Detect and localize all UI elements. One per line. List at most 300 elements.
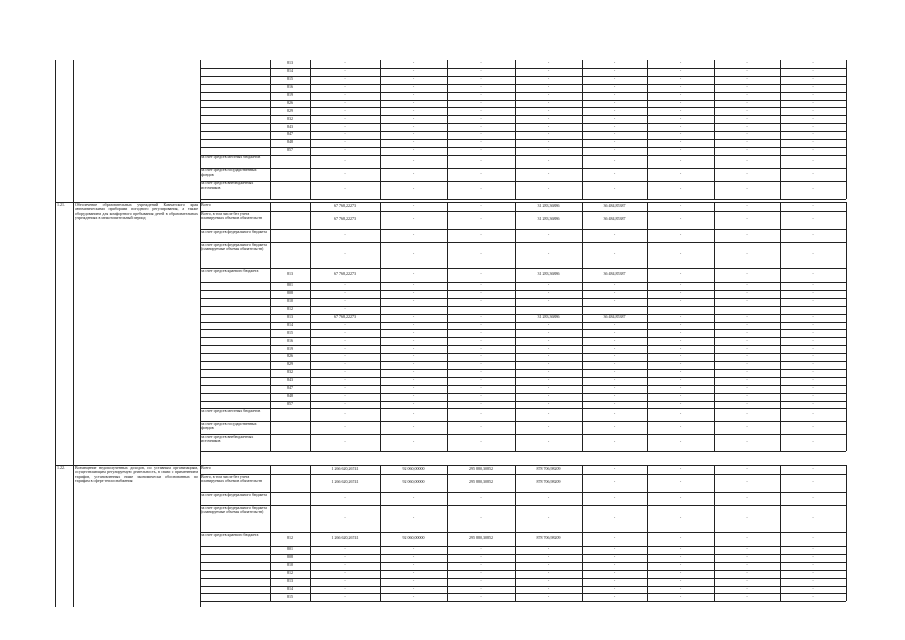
- budget-code: 814: [287, 586, 293, 591]
- funding-source: за счет средств внебюджетных источников: [201, 434, 254, 444]
- amount-cell: -: [480, 495, 482, 500]
- budget-code: 815: [287, 77, 293, 82]
- amount-cell: -: [344, 85, 346, 89]
- amount-cell: -: [412, 386, 415, 390]
- amount-cell: -: [412, 346, 415, 351]
- amount-cell: -: [812, 283, 814, 288]
- amount-cell: -: [613, 132, 616, 137]
- budget-code: 832: [287, 116, 293, 121]
- amount-cell: -: [412, 354, 415, 359]
- amount-cell: -: [412, 272, 415, 277]
- amount-cell: -: [679, 299, 682, 304]
- amount-cell: -: [812, 217, 814, 222]
- funding-source: за счет средств федерального бюджета (планируемые объемы обязательств): [201, 505, 267, 514]
- funding-source: за счет средств местных бюджетов: [201, 408, 261, 413]
- amount-cell: -: [613, 586, 616, 591]
- amount-cell: -: [480, 370, 482, 375]
- amount-cell: -: [547, 69, 550, 74]
- amount-cell: -: [613, 252, 616, 257]
- amount-cell: -: [613, 124, 616, 129]
- amount-cell: -: [412, 338, 415, 343]
- amount-cell: -: [344, 386, 346, 390]
- amount-cell: 878 706,98209: [536, 480, 561, 485]
- funding-source: за счет средств федерального бюджета (планируемые объемы обязательств): [201, 242, 267, 251]
- amount-cell: 295 880,30852: [469, 480, 493, 485]
- amount-cell: -: [812, 140, 814, 145]
- row-rule: [200, 421, 846, 422]
- amount-cell: -: [344, 307, 346, 311]
- amount-cell: -: [613, 563, 616, 568]
- amount-cell: -: [480, 386, 482, 390]
- amount-cell: -: [812, 386, 814, 390]
- amount-cell: -: [480, 571, 482, 575]
- amount-cell: -: [547, 586, 550, 591]
- amount-cell: -: [344, 124, 346, 129]
- amount-cell: -: [613, 425, 616, 430]
- amount-cell: -: [480, 148, 482, 153]
- row-rule: [200, 451, 846, 452]
- budget-code: 819: [287, 92, 293, 97]
- amount-cell: -: [344, 69, 346, 74]
- amount-cell: -: [547, 412, 550, 417]
- amount-cell: 67 768,22273: [334, 272, 356, 277]
- amount-cell: -: [613, 412, 616, 417]
- amount-cell: -: [746, 299, 748, 304]
- budget-code: 829: [287, 108, 293, 113]
- amount-cell: -: [412, 425, 415, 430]
- amount-cell: -: [746, 108, 748, 113]
- amount-cell: -: [679, 571, 682, 575]
- budget-code: 826: [287, 100, 293, 105]
- amount-cell: 92 060,00000: [402, 536, 425, 541]
- amount-cell: -: [547, 401, 550, 406]
- budget-code: 812: [287, 536, 293, 541]
- amount-cell: -: [812, 171, 814, 176]
- amount-cell: -: [812, 571, 814, 575]
- amount-cell: -: [480, 314, 482, 319]
- amount-cell: -: [746, 171, 748, 176]
- amount-cell: -: [812, 563, 814, 568]
- amount-cell: -: [746, 85, 748, 89]
- amount-cell: -: [746, 187, 748, 192]
- amount-cell: -: [746, 314, 748, 319]
- amount-cell: -: [746, 140, 748, 145]
- budget-code: 819: [287, 346, 293, 351]
- amount-cell: -: [679, 140, 682, 145]
- amount-cell: -: [480, 378, 482, 383]
- amount-cell: -: [746, 158, 748, 163]
- amount-cell: -: [812, 393, 814, 398]
- amount-cell: -: [344, 412, 346, 417]
- amount-cell: -: [679, 425, 682, 430]
- budget-code: 832: [287, 370, 293, 375]
- amount-cell: -: [344, 92, 346, 97]
- amount-cell: -: [613, 480, 616, 485]
- amount-cell: -: [412, 187, 415, 192]
- amount-cell: -: [812, 586, 814, 591]
- amount-cell: 31 283,36886: [537, 203, 560, 208]
- amount-cell: -: [679, 61, 682, 66]
- amount-cell: -: [412, 203, 415, 208]
- amount-cell: -: [746, 440, 748, 445]
- amount-cell: -: [746, 563, 748, 568]
- amount-cell: -: [480, 124, 482, 129]
- column-rule: [846, 60, 847, 199]
- amount-cell: -: [679, 272, 682, 277]
- amount-cell: -: [480, 61, 482, 66]
- amount-cell: -: [613, 536, 616, 541]
- amount-cell: -: [547, 346, 550, 351]
- amount-cell: -: [613, 330, 616, 335]
- amount-cell: -: [746, 132, 748, 137]
- amount-cell: -: [812, 425, 814, 430]
- amount-cell: -: [344, 515, 346, 520]
- amount-cell: -: [812, 594, 814, 599]
- amount-cell: -: [679, 466, 682, 471]
- amount-cell: -: [679, 92, 682, 97]
- amount-cell: -: [480, 346, 482, 351]
- amount-cell: -: [746, 393, 748, 398]
- amount-cell: -: [547, 124, 550, 129]
- amount-cell: -: [480, 338, 482, 343]
- amount-cell: -: [412, 555, 415, 560]
- funding-source: за счет средств местных бюджетов: [201, 155, 261, 160]
- amount-cell: -: [746, 378, 748, 383]
- amount-cell: -: [412, 61, 415, 66]
- amount-cell: -: [613, 100, 616, 105]
- row-rule: [200, 155, 846, 156]
- amount-cell: -: [613, 108, 616, 113]
- measure-name: Возмещение недополученных доходов, по уставным организациям, осуществляющим регулируемую деятельность, в связи с применением тарифов, установленных ниже экономически обоснованных по тарифам в сфере теплоснабжения: [75, 466, 198, 483]
- amount-cell: -: [746, 536, 748, 541]
- amount-cell: -: [480, 354, 482, 359]
- amount-cell: -: [746, 354, 748, 359]
- budget-code: 814: [287, 322, 293, 327]
- amount-cell: -: [613, 61, 616, 66]
- budget-code: 812: [287, 571, 293, 575]
- column-rule: [200, 60, 201, 607]
- amount-cell: -: [547, 563, 550, 568]
- amount-cell: -: [412, 401, 415, 406]
- amount-cell: -: [679, 495, 682, 500]
- amount-cell: -: [746, 100, 748, 105]
- amount-cell: -: [344, 495, 346, 500]
- amount-cell: -: [812, 124, 814, 129]
- amount-cell: -: [746, 412, 748, 417]
- column-rule: [55, 60, 56, 607]
- amount-cell: -: [547, 100, 550, 105]
- amount-cell: -: [746, 515, 748, 520]
- amount-cell: -: [344, 563, 346, 568]
- amount-cell: -: [812, 299, 814, 304]
- amount-cell: -: [547, 354, 550, 359]
- amount-cell: -: [746, 232, 748, 237]
- amount-cell: -: [679, 283, 682, 288]
- amount-cell: -: [547, 594, 550, 599]
- amount-cell: -: [613, 92, 616, 97]
- amount-cell: -: [344, 338, 346, 343]
- row-rule: [200, 211, 846, 212]
- amount-cell: -: [746, 69, 748, 74]
- amount-cell: 92 060,00000: [402, 466, 425, 471]
- amount-cell: -: [679, 555, 682, 560]
- amount-cell: -: [480, 362, 482, 367]
- amount-cell: -: [480, 203, 482, 208]
- amount-cell: -: [547, 252, 550, 257]
- budget-code: 843: [287, 124, 293, 129]
- column-rule: [846, 202, 847, 451]
- amount-cell: -: [679, 362, 682, 367]
- amount-cell: -: [344, 586, 346, 591]
- amount-cell: -: [679, 187, 682, 192]
- amount-cell: -: [679, 148, 682, 153]
- amount-cell: -: [746, 330, 748, 335]
- amount-cell: -: [480, 393, 482, 398]
- amount-cell: -: [679, 322, 682, 327]
- amount-cell: -: [344, 140, 346, 145]
- amount-cell: -: [480, 92, 482, 97]
- amount-cell: -: [344, 378, 346, 383]
- row-rule: [200, 492, 846, 493]
- amount-cell: -: [746, 61, 748, 66]
- amount-cell: -: [613, 466, 616, 471]
- amount-cell: -: [679, 412, 682, 417]
- amount-cell: -: [344, 425, 346, 430]
- row-rule: [200, 199, 846, 200]
- funding-source: за счет средств внебюджетных источников: [201, 181, 254, 190]
- amount-cell: -: [412, 92, 415, 97]
- amount-cell: -: [547, 393, 550, 398]
- amount-cell: -: [480, 272, 482, 277]
- amount-cell: -: [746, 291, 748, 296]
- amount-cell: -: [547, 132, 550, 137]
- row-number: 1.22.: [57, 466, 65, 470]
- funding-source: за счет средств государственных фондов: [201, 168, 257, 177]
- amount-cell: -: [679, 203, 682, 208]
- row-rule: [200, 268, 846, 269]
- budget-code: 801: [287, 547, 293, 552]
- amount-cell: -: [480, 594, 482, 599]
- amount-cell: -: [746, 586, 748, 591]
- amount-cell: -: [480, 217, 482, 222]
- amount-cell: -: [812, 515, 814, 520]
- amount-cell: -: [746, 252, 748, 257]
- amount-cell: -: [679, 69, 682, 74]
- row-rule: [200, 434, 846, 435]
- amount-cell: -: [679, 586, 682, 591]
- amount-cell: -: [679, 314, 682, 319]
- amount-cell: -: [412, 69, 415, 74]
- amount-cell: -: [679, 171, 682, 176]
- amount-cell: -: [812, 69, 814, 74]
- amount-cell: -: [480, 440, 482, 445]
- amount-cell: -: [613, 283, 616, 288]
- amount-cell: -: [679, 480, 682, 485]
- amount-cell: -: [344, 555, 346, 560]
- amount-cell: -: [812, 92, 814, 97]
- amount-cell: 31 283,36886: [537, 272, 560, 277]
- amount-cell: -: [412, 108, 415, 113]
- amount-cell: -: [613, 440, 616, 445]
- amount-cell: -: [344, 108, 346, 113]
- amount-cell: -: [613, 555, 616, 560]
- amount-cell: -: [746, 466, 748, 471]
- amount-cell: -: [613, 370, 616, 375]
- amount-cell: -: [812, 346, 814, 351]
- amount-cell: -: [412, 299, 415, 304]
- budget-code: 816: [287, 338, 293, 343]
- budget-code: 801: [287, 283, 293, 288]
- amount-cell: 295 880,30852: [469, 466, 493, 471]
- amount-cell: -: [746, 555, 748, 560]
- amount-cell: -: [679, 370, 682, 375]
- amount-cell: -: [547, 85, 550, 89]
- amount-cell: -: [812, 536, 814, 541]
- amount-cell: -: [746, 77, 748, 82]
- amount-cell: -: [547, 370, 550, 375]
- budget-code: 829: [287, 362, 293, 367]
- budget-code: 813: [287, 61, 293, 66]
- amount-cell: 92 060,00000: [402, 480, 425, 485]
- amount-cell: -: [613, 232, 616, 237]
- amount-cell: -: [679, 132, 682, 137]
- funding-source: Всего, в том числе без учета планируемых объемов обязательств: [201, 474, 263, 483]
- amount-cell: -: [613, 378, 616, 383]
- amount-cell: -: [547, 171, 550, 176]
- amount-cell: -: [679, 563, 682, 568]
- amount-cell: -: [480, 578, 482, 583]
- amount-cell: -: [812, 61, 814, 66]
- budget-code: 814: [287, 69, 293, 74]
- funding-source: за счет средств государственных фондов: [201, 421, 257, 431]
- amount-cell: -: [344, 299, 346, 304]
- amount-cell: 878 706,98209: [536, 536, 561, 541]
- funding-source: за счет средств федерального бюджета: [201, 492, 267, 497]
- amount-cell: -: [547, 61, 550, 66]
- amount-cell: -: [547, 338, 550, 343]
- amount-cell: -: [547, 555, 550, 560]
- amount-cell: -: [812, 330, 814, 335]
- amount-cell: -: [812, 362, 814, 367]
- amount-cell: -: [412, 148, 415, 153]
- amount-cell: -: [412, 132, 415, 137]
- amount-cell: -: [812, 252, 814, 257]
- amount-cell: -: [812, 187, 814, 192]
- amount-cell: -: [613, 140, 616, 145]
- amount-cell: -: [613, 69, 616, 74]
- budget-code: 813: [287, 578, 293, 583]
- amount-cell: -: [613, 386, 616, 390]
- amount-cell: -: [480, 69, 482, 74]
- amount-cell: -: [412, 283, 415, 288]
- amount-cell: -: [812, 132, 814, 137]
- amount-cell: -: [412, 314, 415, 319]
- amount-cell: -: [812, 480, 814, 485]
- amount-cell: -: [746, 362, 748, 367]
- amount-cell: -: [344, 232, 346, 237]
- amount-cell: -: [746, 116, 748, 121]
- amount-cell: -: [746, 594, 748, 599]
- amount-cell: -: [679, 217, 682, 222]
- amount-cell: -: [412, 578, 415, 583]
- amount-cell: -: [812, 440, 814, 445]
- amount-cell: -: [480, 132, 482, 137]
- amount-cell: -: [547, 378, 550, 383]
- amount-cell: -: [679, 100, 682, 105]
- amount-cell: -: [344, 370, 346, 375]
- amount-cell: -: [480, 140, 482, 145]
- amount-cell: -: [480, 412, 482, 417]
- amount-cell: -: [746, 322, 748, 327]
- amount-cell: -: [480, 547, 482, 552]
- amount-cell: -: [613, 354, 616, 359]
- budget-code: 847: [287, 386, 293, 390]
- amount-cell: -: [679, 515, 682, 520]
- amount-cell: -: [613, 578, 616, 583]
- amount-cell: -: [547, 578, 550, 583]
- amount-cell: -: [547, 77, 550, 82]
- amount-cell: -: [812, 158, 814, 163]
- amount-cell: -: [613, 338, 616, 343]
- amount-cell: -: [812, 100, 814, 105]
- amount-cell: -: [480, 252, 482, 257]
- amount-cell: 1 266 620,26741: [331, 466, 359, 471]
- amount-cell: -: [812, 77, 814, 82]
- amount-cell: -: [480, 555, 482, 560]
- measure-name: Обеспечение образовательных учреждений Камчатского края автоматическими приборами погодного регулирования, а также оборудованием для комфортного пребывания детей в образовательных учреждениях в межотопительный период: [75, 203, 198, 220]
- amount-cell: -: [480, 283, 482, 288]
- budget-code: 826: [287, 354, 293, 359]
- amount-cell: -: [679, 158, 682, 163]
- amount-cell: -: [344, 440, 346, 445]
- amount-cell: -: [344, 330, 346, 335]
- amount-cell: -: [679, 232, 682, 237]
- budget-code: 813: [287, 314, 293, 319]
- amount-cell: -: [412, 85, 415, 89]
- amount-cell: -: [412, 171, 415, 176]
- amount-cell: -: [746, 480, 748, 485]
- budget-code: 843: [287, 378, 293, 383]
- amount-cell: -: [480, 322, 482, 327]
- amount-cell: -: [812, 338, 814, 343]
- amount-cell: -: [746, 338, 748, 343]
- amount-cell: -: [412, 252, 415, 257]
- amount-cell: 67 768,22273: [334, 203, 356, 208]
- amount-cell: -: [679, 354, 682, 359]
- amount-cell: -: [344, 158, 346, 163]
- amount-cell: -: [812, 108, 814, 113]
- amount-cell: -: [812, 378, 814, 383]
- amount-cell: -: [412, 330, 415, 335]
- amount-cell: -: [679, 108, 682, 113]
- amount-cell: -: [412, 440, 415, 445]
- amount-cell: -: [812, 466, 814, 471]
- amount-cell: 1 266 620,26741: [331, 480, 359, 485]
- amount-cell: 36 484,85387: [603, 272, 626, 277]
- amount-cell: -: [412, 100, 415, 105]
- amount-cell: -: [547, 495, 550, 500]
- funding-source: за счет средств краевого бюджета: [201, 268, 259, 273]
- amount-cell: -: [547, 283, 550, 288]
- row-rule: [200, 408, 846, 409]
- amount-cell: -: [344, 393, 346, 398]
- amount-cell: -: [480, 330, 482, 335]
- amount-cell: -: [480, 108, 482, 113]
- budget-code: 847: [287, 132, 293, 137]
- amount-cell: -: [344, 61, 346, 66]
- amount-cell: -: [812, 401, 814, 406]
- amount-cell: -: [812, 148, 814, 153]
